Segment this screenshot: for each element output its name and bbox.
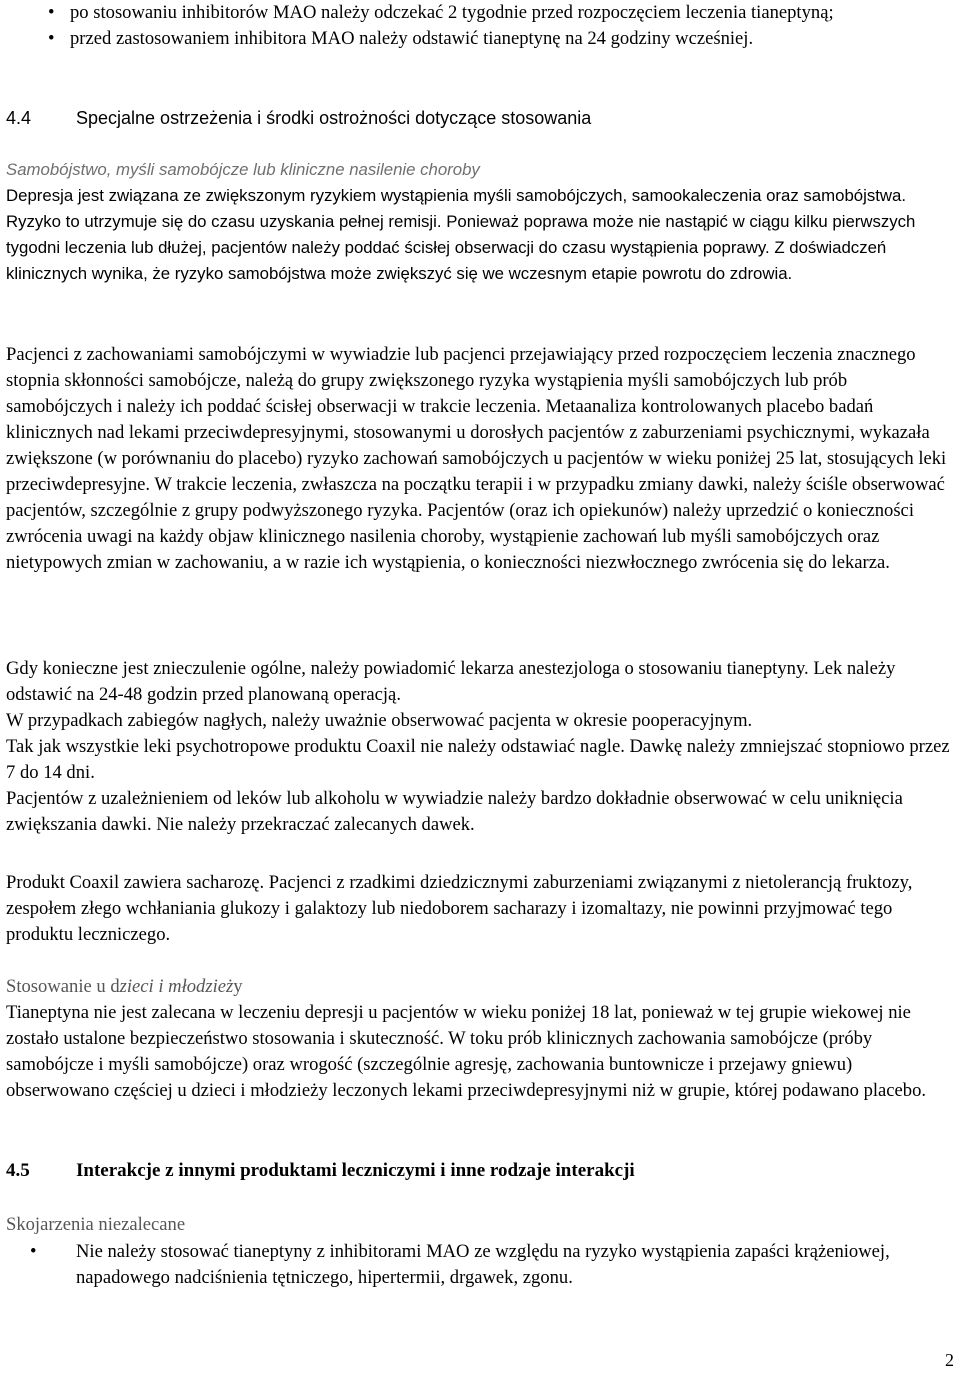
children-subheading: Stosowanie u dzieci i młodzieży <box>6 976 243 997</box>
section-4-4-subheading: Samobójstwo, myśli samobójcze lub kliniczne nasilenie choroby <box>6 160 480 179</box>
paragraph-line: Pacjentów z uzależnieniem od leków lub alkoholu w wywiadzie należy bardzo dokładnie obserwować w celu uniknięcia zwiększania dawki. Nie należy przekraczać zalecanych dawek. <box>6 788 903 835</box>
section-4-5-heading: 4.5 Interakcje z innymi produktami leczniczymi i inne rodzaje interakcji <box>6 1160 635 1181</box>
section-4-5-bullet-list <box>30 1239 950 1291</box>
paragraph-line: Tak jak wszystkie leki psychotropowe produktu Coaxil nie należy odstawiać nagle. Dawkę należy zmniejszać stopniowo przez 7 do 14 dni. <box>6 736 950 783</box>
section-4-4-heading: 4.4 Specjalne ostrzeżenia i środki ostrożności dotyczące stosowania <box>6 108 592 128</box>
list-item: • po stosowaniu inhibitorów MAO należy odczekać 2 tygodnie przed rozpoczęciem leczenia tianeptyną; <box>48 0 953 26</box>
section-4-4-paragraph-1: Depresja jest związana ze zwiększonym ryzykiem wystąpienia myśli samobójczych, samookaleczenia oraz samobójstwa. Ryzyko to utrzymuje się do czasu uzyskania pełnej remisji. Ponieważ poprawa może nie nastąpić w ciągu kilku pierwszych tygodni leczenia lub dłużej, pacjentów należy poddać ścisłej obserwacji do czasu wystąpienia poprawy. Z doświadczeń klinicznych wynika, że ryzyko samobójstwa może zwiększyć się we wczesnym etapie powrotu do zdrowia. <box>6 186 916 283</box>
section-4-4-paragraph-2: Pacjenci z zachowaniami samobójczymi w wywiadzie lub pacjenci przejawiający przed rozpoczęciem leczenia znacznego stopnia skłonności samobójcze, należą do grupy zwiększonego ryzyka wystąpienia myśli samobójczych lub prób samobójczych i należy ich poddać ścisłej obserwacji w trakcie leczenia. Metaanaliza kontrolowanych placebo badań klinicznych nad lekami przeciwdepresyjnymi, stosowanymi u dorosłych pacjentów z zaburzeniami psychicznymi, wykazała zwiększone (w porównaniu do placebo) ryzyko zachowań samobójczych u pacjentów w wieku poniżej 25 lat, stosujących leki przeciwdepresyjne. W trakcie leczenia, zwłaszcza na początku terapii i w przypadku zmiany dawki, należy ściśle obserwować pacjentów, szczególnie z grupy podwyższonego ryzyka. Pacjentów (oraz ich opiekunów) należy uprzedzić o konieczności zwrócenia uwagi na każdy objaw klinicznego nasilenia choroby, wystąpienie zachowań lub myśli samobójczych oraz nietypowych zmian w zachowaniu, a w razie ich wystąpienia, o konieczności niezwłocznego zwrócenia się do lekarza. <box>6 344 947 573</box>
section-4-4-paragraph-3 <box>6 656 954 838</box>
section-4-4-paragraph-4: Produkt Coaxil zawiera sacharozę. Pacjenci z rzadkimi dziedzicznymi zaburzeniami związanymi z nietolerancją fruktozy, zespołem złego wchłaniania glukozy i galaktozy lub niedoborem sacharazy i izomaltazy, nie powinni przyjmować tego produktu leczniczego. <box>6 872 913 945</box>
top-bullet-list <box>48 0 953 52</box>
list-item: • przed zastosowaniem inhibitora MAO należy odstawić tianeptynę na 24 godziny wcześniej. <box>48 26 953 52</box>
bullet-icon: • <box>48 28 55 49</box>
paragraph-line: Gdy konieczne jest znieczulenie ogólne, należy powiadomić lekarza anestezjologa o stosowaniu tianeptyny. Lek należy odstawić na 24-48 godzin przed planowaną operacją. <box>6 658 896 705</box>
page-number: 2 <box>945 1350 954 1370</box>
bullet-icon: • <box>48 2 55 23</box>
list-item: • Nie należy stosować tianeptyny z inhibitorami MAO ze względu na ryzyko wystąpienia zapaści krążeniowej, napadowego nadciśnienia tętniczego, hipertermii, drgawek, zgonu. <box>30 1241 890 1288</box>
section-4-4-paragraph-5: Tianeptyna nie jest zalecana w leczeniu depresji u pacjentów w wieku poniżej 18 lat, ponieważ w tej grupie wiekowej nie zostało ustalone bezpieczeństwo stosowania i skuteczność. W toku prób klinicznych zachowania samobójcze (próby samobójcze i myśli samobójcze) oraz wrogość (szczególnie agresję, zachowania buntownicze i przejawy gniewu) obserwowano częściej u dzieci i młodzieży leczonych lekami przeciwdepresyjnymi niż w grupie, której podawano placebo. <box>6 1002 927 1101</box>
bullet-icon: • <box>30 1241 37 1262</box>
section-4-5-subheading: Skojarzenia niezalecane <box>6 1214 186 1235</box>
paragraph-line: W przypadkach zabiegów nagłych, należy uważnie obserwować pacjenta w okresie pooperacyjnym. <box>6 710 753 731</box>
